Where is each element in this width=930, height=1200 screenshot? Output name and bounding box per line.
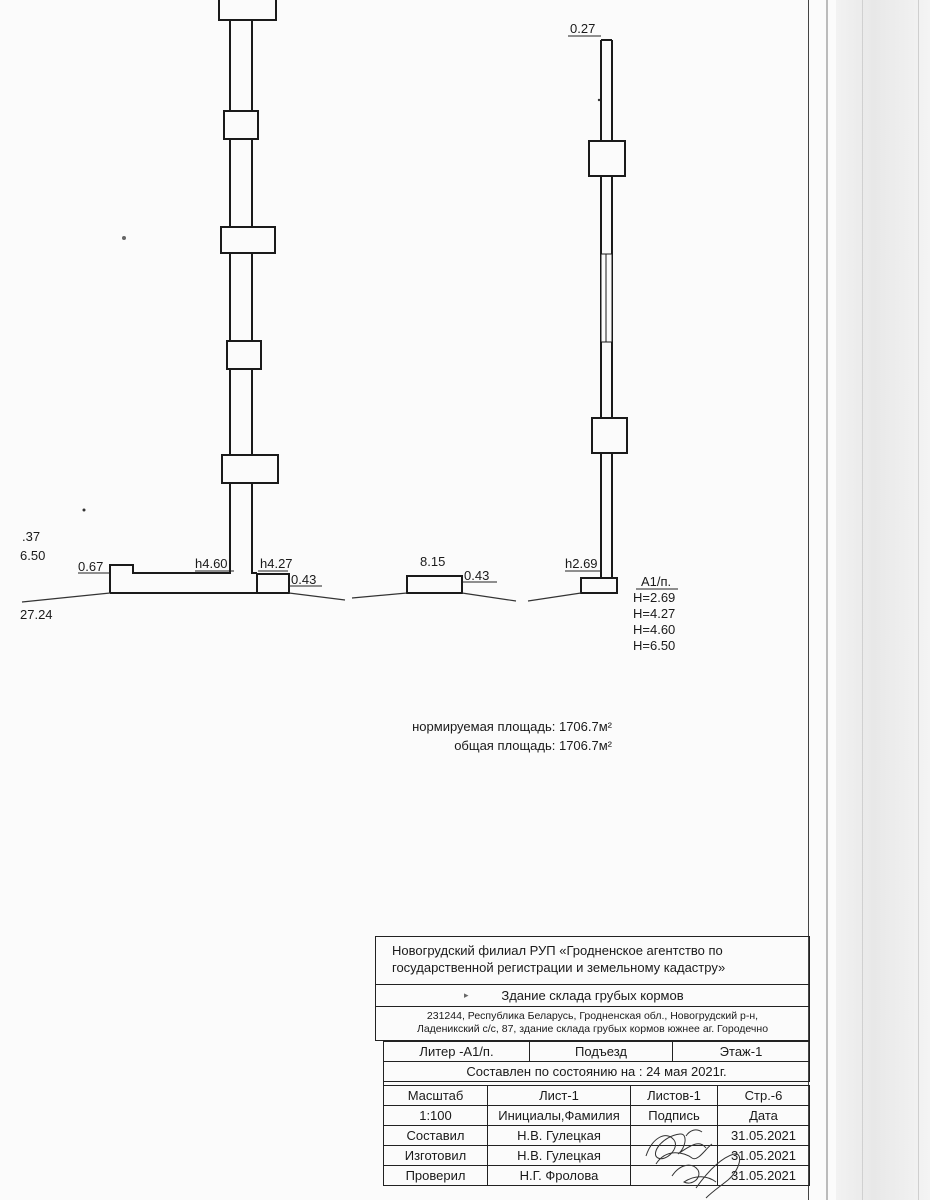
signatory-role: Составил bbox=[406, 1128, 465, 1143]
sign-header: Подпись bbox=[630, 1106, 717, 1125]
address bbox=[375, 1007, 810, 1041]
liter-row bbox=[384, 1041, 810, 1062]
ground-line bbox=[352, 593, 407, 598]
entrance: Подъезд bbox=[529, 1042, 672, 1061]
dim-label-h427: h4.27 bbox=[260, 556, 293, 571]
signatory-role: Изготовил bbox=[404, 1148, 467, 1163]
dim-label-043-b: 0.43 bbox=[464, 568, 490, 583]
scale-label: Масштаб bbox=[407, 1088, 464, 1103]
scale-value: 1:100 bbox=[419, 1108, 452, 1123]
column bbox=[224, 111, 258, 139]
signatory-role: Проверил bbox=[405, 1168, 466, 1183]
building-name-row bbox=[375, 985, 810, 1007]
signatory-date: 31.05.2021 bbox=[717, 1166, 809, 1185]
dim-label-043-a: 0.43 bbox=[291, 572, 317, 587]
scan-dot bbox=[598, 99, 600, 101]
dim-label-left-mid: 6.50 bbox=[20, 548, 46, 563]
scan-dot bbox=[122, 236, 126, 240]
height-legend bbox=[633, 574, 675, 654]
signatory-date: 31.05.2021 bbox=[717, 1146, 809, 1165]
legend-height: H=6.50 bbox=[633, 638, 676, 653]
legend-height: H=2.69 bbox=[633, 590, 676, 605]
column bbox=[592, 418, 627, 453]
column bbox=[221, 227, 275, 253]
area-summary bbox=[412, 717, 612, 755]
legend-height: H=4.27 bbox=[633, 606, 676, 621]
sheet-number: Лист-1 bbox=[487, 1086, 630, 1105]
legend-title: А1/п. bbox=[641, 574, 672, 589]
compiled-row bbox=[384, 1062, 810, 1082]
dim-label-left-top: .37 bbox=[22, 529, 41, 544]
marker-icon: ▸ bbox=[464, 990, 469, 1000]
dim-label-027: 0.27 bbox=[570, 21, 596, 36]
compiled-as-of: Составлен по состоянию на : 24 мая 2021г. bbox=[466, 1064, 727, 1079]
wall-segment bbox=[219, 0, 276, 20]
column bbox=[257, 574, 289, 593]
column bbox=[581, 578, 617, 593]
dim-label-h460: h4.60 bbox=[195, 556, 228, 571]
address-line: Ладеникский с/с, 87, здание склада грубых кормов южнее аг. Городечно bbox=[416, 1023, 769, 1035]
wall-outline bbox=[252, 564, 257, 573]
dim-label-067: 0.67 bbox=[78, 559, 104, 574]
ground-line bbox=[22, 593, 110, 602]
signatory-date: 31.05.2021 bbox=[717, 1126, 809, 1145]
column bbox=[407, 576, 462, 593]
sheet-row bbox=[384, 1085, 810, 1106]
liter: Литер -А1/п. bbox=[419, 1044, 494, 1059]
column bbox=[222, 455, 278, 483]
normalized-area: нормируемая площадь: 1706.7м² bbox=[412, 719, 612, 734]
ground-line bbox=[289, 593, 345, 600]
legend-height: H=4.60 bbox=[633, 622, 676, 637]
signatory-name: Н.В. Гулецкая bbox=[487, 1146, 630, 1165]
column bbox=[227, 341, 261, 369]
dim-label-h269: h2.69 bbox=[565, 556, 598, 571]
name-header: Инициалы,Фамилия bbox=[487, 1106, 630, 1125]
dim-label-left-bottom: 27.24 bbox=[20, 607, 53, 622]
signatory-name: Н.В. Гулецкая bbox=[487, 1126, 630, 1145]
column bbox=[589, 141, 625, 176]
date-header: Дата bbox=[717, 1106, 809, 1125]
building-name: Здание склада грубых кормов bbox=[501, 988, 684, 1003]
address-line: 231244, Республика Беларусь, Гродненская обл., Новогрудский р-н, bbox=[426, 1010, 759, 1022]
page-number: Стр.-6 bbox=[717, 1086, 809, 1105]
ground-line bbox=[528, 593, 581, 601]
dim-label-815: 8.15 bbox=[420, 554, 446, 569]
ground-line bbox=[462, 593, 516, 601]
handwritten-signature bbox=[636, 1118, 756, 1200]
signatory-name: Н.Г. Фролова bbox=[487, 1166, 630, 1185]
sheets-count: Листов-1 bbox=[630, 1086, 717, 1105]
scan-dot bbox=[83, 509, 86, 512]
total-area: общая площадь: 1706.7м² bbox=[454, 738, 612, 753]
floor: Этаж-1 bbox=[672, 1042, 809, 1061]
organization-name: Новогрудский филиал РУП «Гродненское агентство по государственной регистрации и земельному кадастру» bbox=[375, 936, 810, 985]
